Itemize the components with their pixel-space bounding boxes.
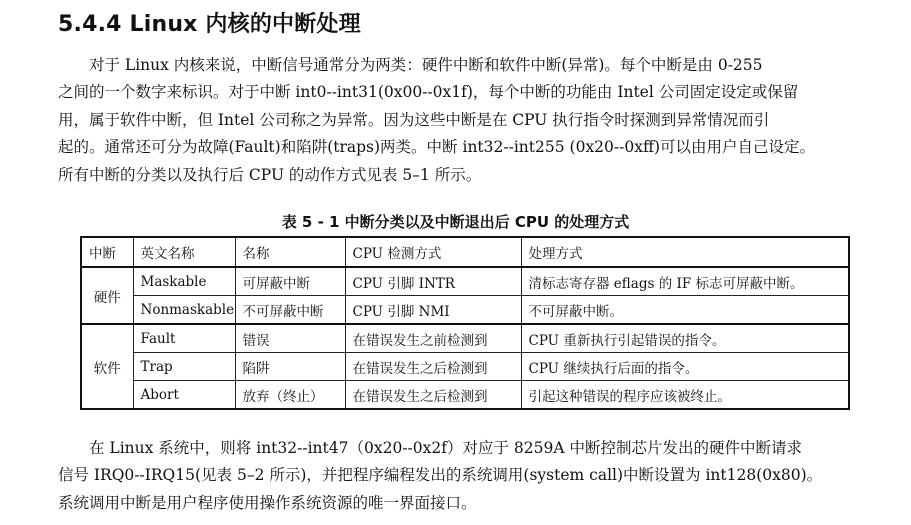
table-row xyxy=(81,267,849,296)
detect-cell: 在错误发生之后检测到 xyxy=(345,381,521,410)
name-cell: 不可屏蔽中断 xyxy=(235,296,345,325)
handling-cell: CPU 重新执行引起错误的指令。 xyxy=(521,324,849,353)
english-name-cell: Trap xyxy=(133,353,235,381)
paragraph-line: 在 Linux 系统中，则将 int32--int47（0x20--0x2f）对应于 8259A 中断控制芯片发出的硬件中断请求 xyxy=(58,439,802,457)
table-header-row xyxy=(81,237,849,267)
header-cell: 处理方式 xyxy=(521,237,849,267)
english-name-cell: Abort xyxy=(133,381,235,410)
name-cell: 可屏蔽中断 xyxy=(235,267,345,296)
name-cell: 陷阱 xyxy=(235,353,345,381)
table-row xyxy=(81,296,849,325)
paragraph-line: 用，属于软件中断，但 Intel 公司称之为异常。因为这些中断是在 CPU 执行指令时探测到异常情况而引 xyxy=(58,110,770,129)
section-heading: 5.4.4 Linux 内核的中断处理 xyxy=(58,12,361,37)
table-row xyxy=(81,381,849,410)
name-cell: 放弃（终止） xyxy=(235,381,345,410)
detect-cell: CPU 引脚 INTR xyxy=(345,267,521,296)
handling-cell: 不可屏蔽中断。 xyxy=(521,296,849,325)
header-cell: 名称 xyxy=(235,237,345,267)
paragraph-line: 信号 IRQ0--IRQ15(见表 5–2 所示)，并把程序编程发出的系统调用(system call)中断设置为 int128(0x80)。 xyxy=(58,466,823,485)
category-cell: 软件 xyxy=(81,324,133,409)
handling-cell: 引起这种错误的程序应该被终止。 xyxy=(521,381,849,410)
table-caption: 表 5 - 1 中断分类以及中断退出后 CPU 的处理方式 xyxy=(281,213,630,231)
paragraph-line: 对于 Linux 内核来说，中断信号通常分为两类：硬件中断和软件中断(异常)。每个中断是由 0-255 xyxy=(58,56,763,74)
paragraph-line: 所有中断的分类以及执行后 CPU 的动作方式见表 5–1 所示。 xyxy=(58,165,482,184)
english-name-cell: Fault xyxy=(133,324,235,353)
detect-cell: CPU 引脚 NMI xyxy=(345,296,521,325)
english-name-cell: Nonmaskable xyxy=(133,296,235,325)
name-cell: 错误 xyxy=(235,324,345,353)
linux-interrupt-paragraph xyxy=(58,435,858,517)
table-row xyxy=(81,324,849,353)
category-cell: 硬件 xyxy=(81,267,133,324)
paragraph-line: 之间的一个数字来标识。对于中断 int0--int31(0x00--0x1f)，每个中断的功能由 Intel 公司固定设定或保留 xyxy=(58,83,799,102)
header-cell: 英文名称 xyxy=(133,237,235,267)
english-name-cell: Maskable xyxy=(133,267,235,296)
handling-cell: CPU 继续执行后面的指令。 xyxy=(521,353,849,381)
header-cell: CPU 检测方式 xyxy=(345,237,521,267)
handling-cell: 清标志寄存器 eflags 的 IF 标志可屏蔽中断。 xyxy=(521,267,849,296)
header-cell: 中断 xyxy=(81,237,133,267)
detect-cell: 在错误发生之后检测到 xyxy=(345,353,521,381)
interrupt-table xyxy=(80,236,850,410)
detect-cell: 在错误发生之前检测到 xyxy=(345,324,521,353)
paragraph-line: 起的。通常还可分为故障(Fault)和陷阱(traps)两类。中断 int32--int255 (0x20--0xff)可以由用户自己设定。 xyxy=(58,138,816,157)
intro-paragraph xyxy=(58,52,858,189)
table-row xyxy=(81,353,849,381)
paragraph-line: 系统调用中断是用户程序使用操作系统资源的唯一界面接口。 xyxy=(58,493,477,512)
